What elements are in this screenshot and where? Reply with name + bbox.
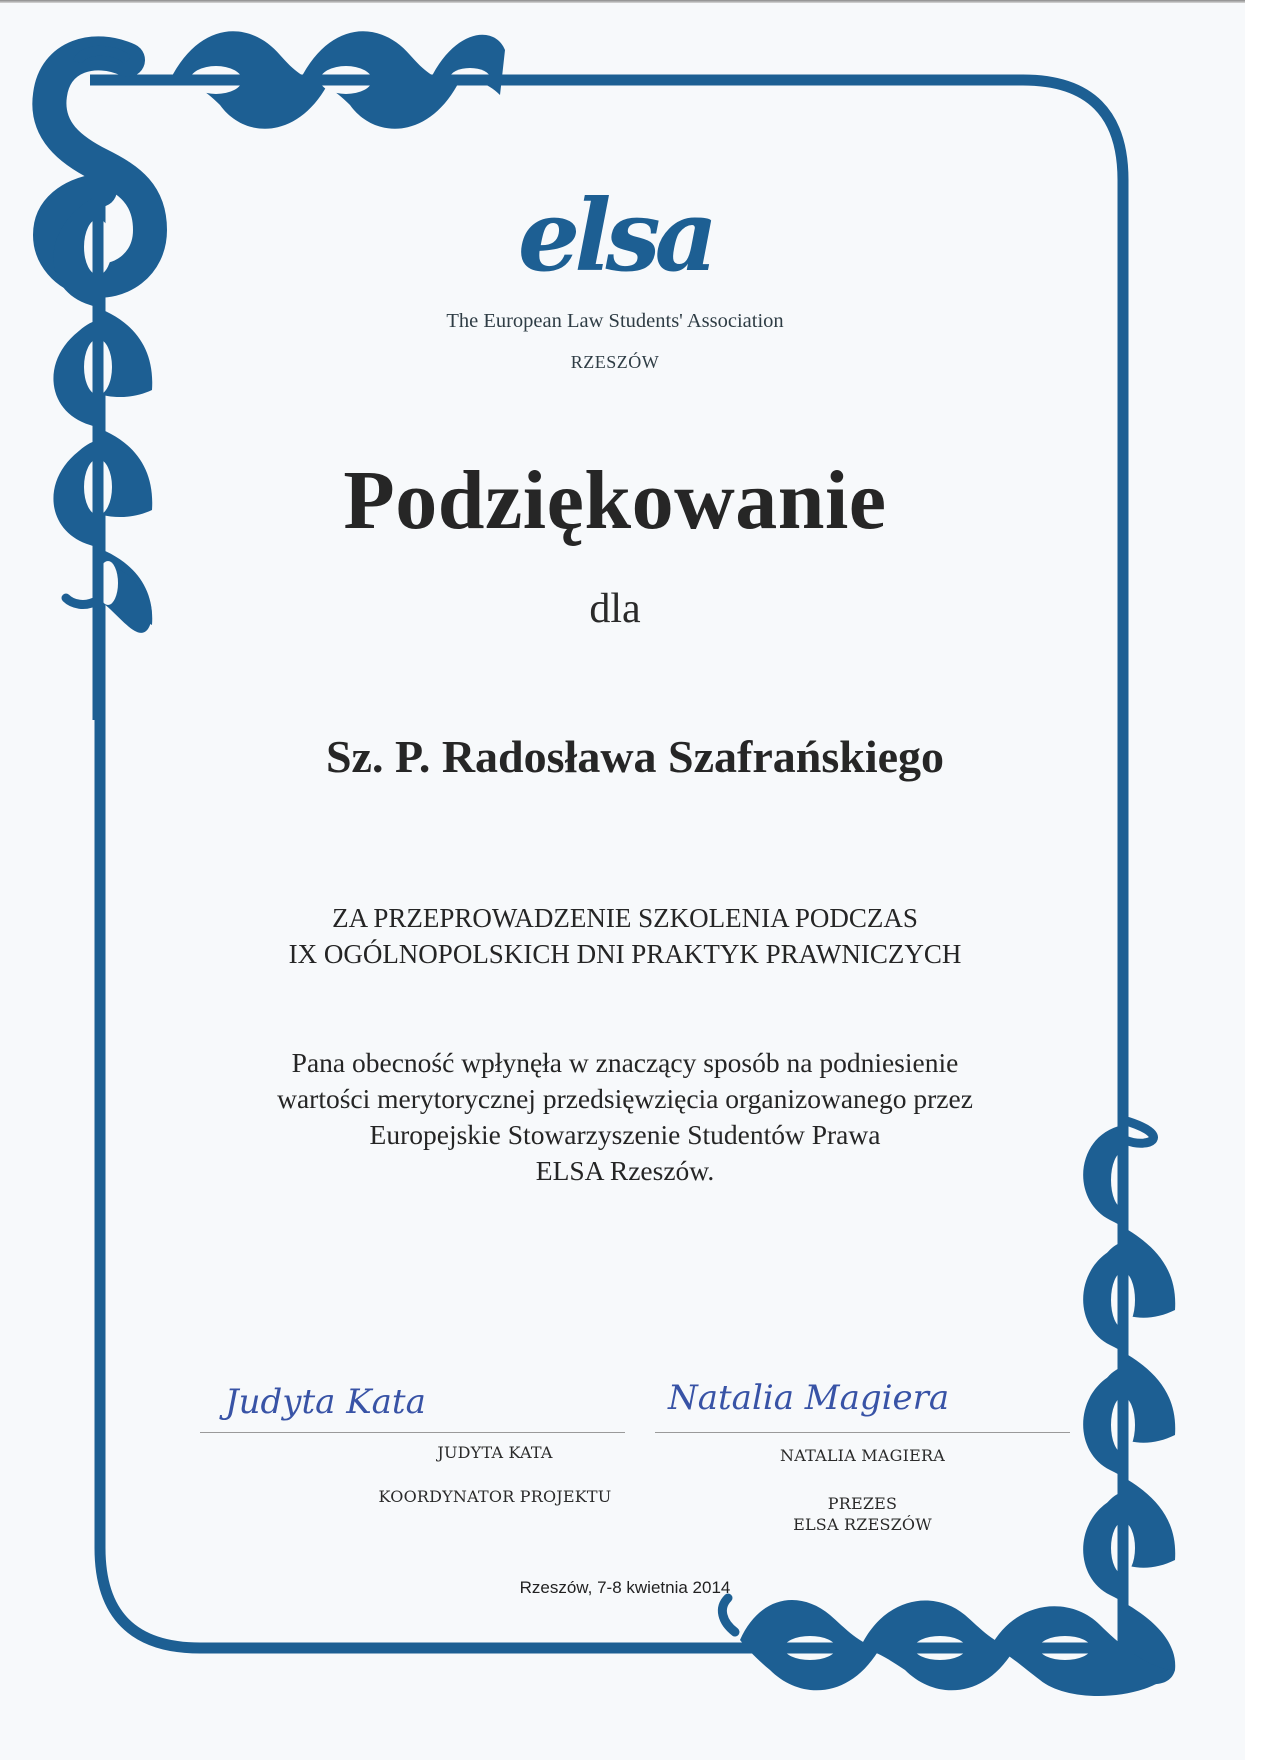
preposition: dla (589, 586, 641, 632)
reason-text (10, 900, 1240, 972)
signature-line (655, 1432, 1070, 1433)
date-place: Rzeszów, 7-8 kwietnia 2014 (519, 1578, 731, 1597)
body-line: Europejskie Stowarzyszenie Studentów Prawa (369, 1119, 881, 1150)
signatory-role: KOORDYNATOR PROJEKTU (378, 1487, 612, 1506)
handwritten-signature: Natalia Magiera (668, 1378, 950, 1418)
handwritten-signature: Judyta Kata (225, 1382, 426, 1422)
body-line: ELSA Rzeszów. (535, 1155, 715, 1186)
recipient-name: Sz. P. Radosława Szafrańskiego (325, 731, 945, 782)
signatory-name: JUDYTA KATA (437, 1443, 553, 1462)
organization-name: The European Law Students' Association (446, 310, 784, 332)
elsa-logo: elsa (517, 179, 713, 294)
body-text (10, 1045, 1240, 1189)
signatory-role: PREZES (827, 1494, 898, 1513)
body-line: Pana obecność wpłynęła w znaczący sposób na podniesienie (291, 1047, 959, 1078)
signatory-name: NATALIA MAGIERA (780, 1446, 945, 1465)
signatory-role: ELSA RZESZÓW (793, 1515, 932, 1534)
branch-city: RZESZÓW (570, 352, 660, 372)
reason-line: IX OGÓLNOPOLSKICH DNI PRAKTYK PRAWNICZYCH (288, 939, 962, 969)
certificate-title: Podziękowanie (343, 454, 887, 547)
reason-line: ZA PRZEPROWADZENIE SZKOLENIA PODCZAS (332, 903, 918, 933)
signature-line (200, 1432, 625, 1433)
body-line: wartości merytorycznej przedsięwzięcia organizowanego przez (277, 1083, 973, 1114)
ornament-bottom-right-icon (720, 1598, 1175, 1696)
